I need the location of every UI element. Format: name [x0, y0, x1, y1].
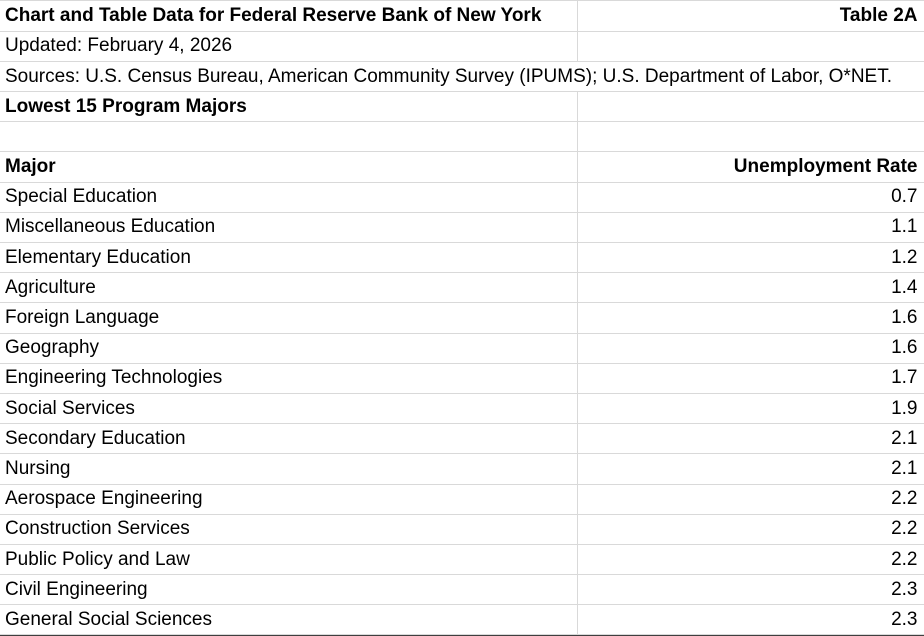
- title-row: [0, 1, 924, 31]
- major-cell[interactable]: General Social Sciences: [0, 605, 577, 635]
- updated-row: [0, 31, 924, 61]
- table-row: [0, 303, 924, 333]
- rate-cell[interactable]: 2.3: [577, 605, 924, 635]
- rate-cell[interactable]: 2.3: [577, 575, 924, 605]
- table-row: [0, 514, 924, 544]
- column-header-major[interactable]: Major: [0, 152, 577, 182]
- table-row: [0, 484, 924, 514]
- section-title-row-empty-cell[interactable]: [577, 92, 924, 122]
- major-cell[interactable]: Public Policy and Law: [0, 544, 577, 574]
- rate-cell[interactable]: 2.1: [577, 454, 924, 484]
- sources-row: [0, 61, 924, 91]
- table-row: [0, 454, 924, 484]
- table-body: [0, 1, 924, 635]
- table-row: [0, 544, 924, 574]
- table-row: [0, 273, 924, 303]
- rate-cell[interactable]: 2.2: [577, 544, 924, 574]
- table-row: [0, 393, 924, 423]
- rate-cell[interactable]: 2.2: [577, 484, 924, 514]
- major-cell[interactable]: Construction Services: [0, 514, 577, 544]
- table-row: [0, 575, 924, 605]
- spacer-row: [0, 122, 924, 152]
- table-label-cell[interactable]: Table 2A: [577, 1, 924, 31]
- table-row: [0, 605, 924, 635]
- updated-cell[interactable]: Updated: February 4, 2026: [0, 31, 577, 61]
- rate-cell[interactable]: 2.2: [577, 514, 924, 544]
- major-cell[interactable]: Civil Engineering: [0, 575, 577, 605]
- rate-cell[interactable]: 1.9: [577, 393, 924, 423]
- data-table: [0, 1, 924, 635]
- major-cell[interactable]: Secondary Education: [0, 424, 577, 454]
- rate-cell[interactable]: 1.7: [577, 363, 924, 393]
- major-cell[interactable]: Miscellaneous Education: [0, 212, 577, 242]
- table-row: [0, 424, 924, 454]
- rate-cell[interactable]: 1.1: [577, 212, 924, 242]
- section-title-cell[interactable]: Lowest 15 Program Majors: [0, 92, 577, 122]
- sources-cell[interactable]: Sources: U.S. Census Bureau, American Community Survey (IPUMS); U.S. Department of Labor, O*NET.: [0, 61, 924, 91]
- rate-cell[interactable]: 2.1: [577, 424, 924, 454]
- rate-cell[interactable]: 1.4: [577, 273, 924, 303]
- major-cell[interactable]: Nursing: [0, 454, 577, 484]
- column-header-unemployment-rate[interactable]: Unemployment Rate: [577, 152, 924, 182]
- spacer-cell-left[interactable]: [0, 122, 577, 152]
- rate-cell[interactable]: 0.7: [577, 182, 924, 212]
- major-cell[interactable]: Elementary Education: [0, 243, 577, 273]
- table-row: [0, 363, 924, 393]
- updated-row-empty-cell[interactable]: [577, 31, 924, 61]
- major-cell[interactable]: Social Services: [0, 393, 577, 423]
- major-cell[interactable]: Aerospace Engineering: [0, 484, 577, 514]
- table-row: [0, 182, 924, 212]
- spacer-cell-right[interactable]: [577, 122, 924, 152]
- section-title-row: [0, 92, 924, 122]
- rate-cell[interactable]: 1.6: [577, 303, 924, 333]
- major-cell[interactable]: Engineering Technologies: [0, 363, 577, 393]
- table-row: [0, 212, 924, 242]
- major-cell[interactable]: Agriculture: [0, 273, 577, 303]
- major-cell[interactable]: Special Education: [0, 182, 577, 212]
- column-header-row: [0, 152, 924, 182]
- rate-cell[interactable]: 1.2: [577, 243, 924, 273]
- table-row: [0, 333, 924, 363]
- major-cell[interactable]: Geography: [0, 333, 577, 363]
- document-title-cell[interactable]: Chart and Table Data for Federal Reserve Bank of New York: [0, 1, 577, 31]
- major-cell[interactable]: Foreign Language: [0, 303, 577, 333]
- table-row: [0, 243, 924, 273]
- rate-cell[interactable]: 1.6: [577, 333, 924, 363]
